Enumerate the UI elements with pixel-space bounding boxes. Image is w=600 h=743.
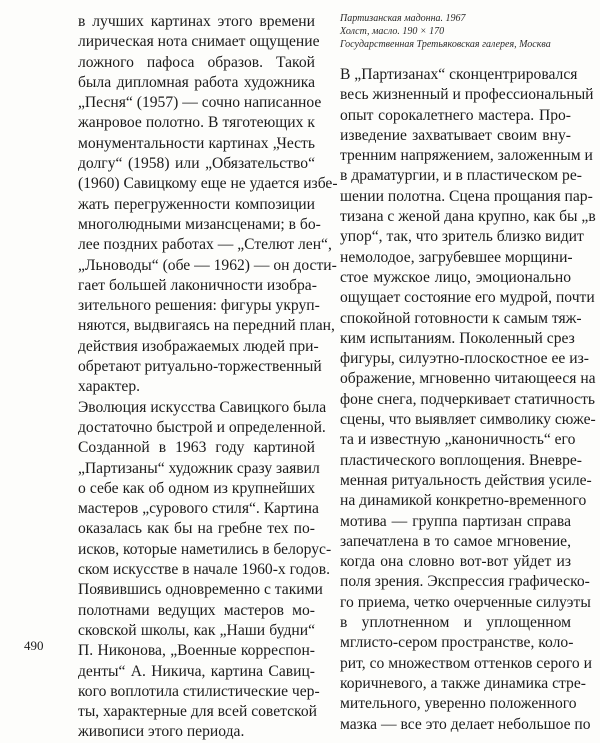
text-line: монументальности картинах „Честь (78, 134, 315, 152)
text-line: кого воплотила стилистические чер- (78, 682, 320, 700)
page-number: 490 (24, 638, 44, 653)
right-text-column (340, 12, 596, 735)
text-line: стое мужское лицо, эмоционально (340, 268, 571, 286)
text-line: характер. (78, 378, 141, 396)
text-line: в драматургии, и в пластическом ре- (340, 167, 582, 185)
text-line: Холст, масло. 190 × 170 (340, 26, 445, 37)
right-body-text (340, 65, 596, 735)
text-line: запечатлена в то самое мгновение, (340, 532, 571, 550)
text-line: В „Партизанах“ сконцентрировался (340, 66, 578, 83)
text-line: исков, которые наметились в белорус- (78, 540, 332, 558)
text-line: мазка — все это делает небольшое по (340, 715, 591, 733)
text-line: Партизанская мадонна. 1967 (340, 13, 466, 24)
text-line: когда она словно вот-вот уйдет из (340, 553, 571, 571)
text-line: фигуры, силуэтно-плоскостное ее из- (340, 350, 589, 368)
text-line: полотнами ведущих мастеров мо- (78, 601, 315, 619)
text-line: о себе как об одном из крупнейших (78, 479, 315, 497)
text-line: многолюдными мизансценами; в бо- (78, 215, 321, 233)
text-line: мастеров „сурового стиля“. Картина (78, 500, 319, 518)
text-line: Созданной в 1963 году картиной (78, 439, 315, 457)
text-line: ты, характерные для всей советской (78, 703, 317, 721)
text-line: сцены, что выявляет символику сюже- (340, 411, 596, 429)
text-line: Появившись одновременно с такими (78, 581, 323, 599)
text-line: „Льноводы“ (обе — 1962) — он дости- (78, 256, 337, 274)
text-line: „Песня“ (1957) — сочно написанное (78, 94, 322, 112)
text-line: опыт сорокалетнего мастера. Про- (340, 106, 571, 124)
text-line: та и известную „каноничность“ его (340, 431, 576, 449)
text-line: шении полотна. Сцена прощания пар- (340, 187, 593, 205)
text-line: ложного пафоса образов. Такой (78, 53, 315, 71)
text-line: коричневого, а также динамика стре- (340, 674, 586, 692)
text-line: денты“ А. Никича, картина Савиц- (78, 662, 315, 680)
text-line: оказалась как бы на гребне тех по- (78, 520, 315, 538)
text-line: зительного решения: фигуры укруп- (78, 297, 320, 315)
text-line: ощущает состояние его мудрой, почти (340, 289, 595, 307)
text-line: поля зрения. Экспрессия графическо- (340, 573, 590, 591)
text-line: мотива — группа партизан справа (340, 512, 571, 530)
text-line: „Партизаны“ художник сразу заявил (78, 459, 320, 477)
text-line: жанровое полотно. В тяготеющих к (78, 114, 315, 132)
text-line: ском искусстве в начале 1960-х годов. (78, 561, 330, 579)
text-line: лирическая нота снимает ощущение (78, 33, 320, 51)
text-line: фоне снега, подчеркивает статичность (340, 390, 596, 408)
text-line: была дипломная работа художника (78, 73, 315, 91)
text-line: упор“, так, что зритель близко видит (340, 228, 584, 246)
text-line: спокойной готовности к самым тяж- (340, 309, 582, 327)
illustration-caption (340, 12, 571, 51)
text-line: мглисто-сером пространстве, коло- (340, 634, 574, 652)
text-line: Эволюция искусства Савицкого была (78, 398, 327, 416)
text-line: (1960) Савицкому еще не удается избе- (78, 175, 338, 193)
text-line: няются, выдвигаясь на передний план, (78, 317, 335, 335)
text-line: весь жизненный и профессиональный (340, 86, 594, 104)
text-line: долгу“ (1958) или „Обязательство“ (78, 155, 315, 173)
text-line: менная ритуальность действия усиле- (340, 471, 592, 489)
text-line: ображение, мгновенно читающееся на (340, 370, 596, 388)
text-line: рит, со множеством оттенков серого и (340, 654, 592, 672)
text-line: П. Никонова, „Военные корреспон- (78, 642, 315, 660)
text-line: достаточно быстрой и определенной. (78, 418, 326, 436)
text-line: Государственная Третьяковская галерея, Москва (340, 39, 551, 50)
text-line: тизана с женой дана крупно, как бы „в (340, 208, 596, 226)
text-line: изведение захватывает своим вну- (340, 126, 571, 144)
text-line: обретают ритуально-торжественный (78, 358, 322, 376)
text-line: мительного, уверенно положенного (340, 695, 577, 713)
text-line: лее поздних работах — „Стелют лен“, (78, 236, 332, 254)
text-line: сковской школы, как „Наши будни“ (78, 621, 315, 639)
left-text-column (78, 12, 338, 743)
text-line: жать перегруженности композиции (78, 195, 315, 213)
text-line: в уплотненном и уплощенном (340, 614, 571, 632)
text-line: немолодое, загрубевшее морщини- (340, 248, 573, 266)
text-line: тренним напряжением, заложенным и (340, 147, 593, 165)
text-line: живописи этого периода. (78, 723, 245, 741)
text-line: го приема, четко очерченные силуэты (340, 593, 591, 611)
text-line: действия изображаемых людей при- (78, 337, 319, 355)
text-line: на динамикой конкретно-временного (340, 492, 587, 510)
text-line: гает большей лаконичности изобра- (78, 276, 317, 294)
text-line: пластического воплощения. Вневре- (340, 451, 582, 469)
text-line: ким испытаниям. Поколенный срез (340, 329, 575, 347)
text-line: в лучших картинах этого времени (78, 13, 315, 30)
